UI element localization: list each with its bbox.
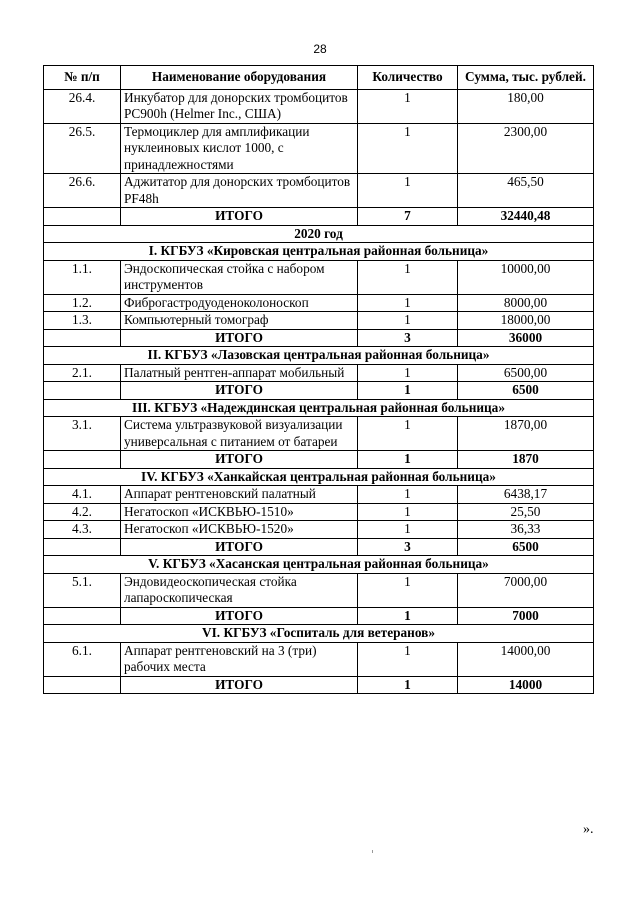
row-equipment-name: Аппарат рентгеновский палатный bbox=[121, 486, 358, 504]
section-title: IV. КГБУЗ «Ханкайская центральная районная больница» bbox=[44, 468, 594, 486]
row-equipment-name: Система ультразвуковой визуализации универсальная с питанием от батареи bbox=[121, 417, 358, 451]
row-number: 6.1. bbox=[44, 642, 121, 676]
scan-artifact bbox=[372, 850, 373, 853]
row-number: 1.2. bbox=[44, 294, 121, 312]
row-quantity: 1 bbox=[358, 294, 458, 312]
total-label: ИТОГО bbox=[121, 382, 358, 400]
table-row bbox=[44, 260, 594, 294]
section-heading-row bbox=[44, 347, 594, 365]
table-row bbox=[44, 89, 594, 123]
row-sum: 25,50 bbox=[458, 503, 594, 521]
row-equipment-name: Негатоскоп «ИСКВЬЮ-1520» bbox=[121, 521, 358, 539]
row-equipment-name: Фиброгастродуоденоколоноскоп bbox=[121, 294, 358, 312]
table-row bbox=[44, 174, 594, 208]
row-quantity: 1 bbox=[358, 123, 458, 174]
row-sum: 6438,17 bbox=[458, 486, 594, 504]
table-row bbox=[44, 123, 594, 174]
total-sum: 1870 bbox=[458, 451, 594, 469]
total-row bbox=[44, 538, 594, 556]
table-row bbox=[44, 294, 594, 312]
row-equipment-name: Инкубатор для донорских тромбоцитов PC900h (Helmer Inc., США) bbox=[121, 89, 358, 123]
total-row bbox=[44, 607, 594, 625]
total-row bbox=[44, 208, 594, 226]
section-title: VI. КГБУЗ «Госпиталь для ветеранов» bbox=[44, 625, 594, 643]
row-equipment-name: Термоциклер для амплификации нуклеиновых кислот 1000, с принадлежностями bbox=[121, 123, 358, 174]
header-sum: Сумма, тыс. рублей. bbox=[458, 66, 594, 90]
row-sum: 6500,00 bbox=[458, 364, 594, 382]
row-equipment-name: Компьютерный томограф bbox=[121, 312, 358, 330]
closing-quote: ». bbox=[583, 822, 594, 837]
row-sum: 14000,00 bbox=[458, 642, 594, 676]
row-quantity: 1 bbox=[358, 486, 458, 504]
row-number: 4.2. bbox=[44, 503, 121, 521]
row-sum: 10000,00 bbox=[458, 260, 594, 294]
row-quantity: 1 bbox=[358, 174, 458, 208]
total-quantity: 1 bbox=[358, 451, 458, 469]
section-title: V. КГБУЗ «Хасанская центральная районная больница» bbox=[44, 556, 594, 574]
section-title: III. КГБУЗ «Надеждинская центральная районная больница» bbox=[44, 399, 594, 417]
total-label: ИТОГО bbox=[121, 208, 358, 226]
row-number: 26.5. bbox=[44, 123, 121, 174]
header-quantity: Количество bbox=[358, 66, 458, 90]
row-quantity: 1 bbox=[358, 642, 458, 676]
total-row bbox=[44, 451, 594, 469]
row-number: 1.1. bbox=[44, 260, 121, 294]
row-number: 4.3. bbox=[44, 521, 121, 539]
row-sum: 8000,00 bbox=[458, 294, 594, 312]
row-equipment-name: Палатный рентген-аппарат мобильный bbox=[121, 364, 358, 382]
row-quantity: 1 bbox=[358, 503, 458, 521]
table-row bbox=[44, 573, 594, 607]
total-sum: 14000 bbox=[458, 676, 594, 694]
equipment-table bbox=[43, 65, 594, 694]
table-row bbox=[44, 486, 594, 504]
total-sum: 6500 bbox=[458, 382, 594, 400]
row-quantity: 1 bbox=[358, 89, 458, 123]
total-empty-cell bbox=[44, 329, 121, 347]
row-number: 1.3. bbox=[44, 312, 121, 330]
total-quantity: 1 bbox=[358, 607, 458, 625]
total-label: ИТОГО bbox=[121, 607, 358, 625]
total-sum: 6500 bbox=[458, 538, 594, 556]
header-equipment-name: Наименование оборудования bbox=[121, 66, 358, 90]
total-row bbox=[44, 329, 594, 347]
total-empty-cell bbox=[44, 382, 121, 400]
total-empty-cell bbox=[44, 676, 121, 694]
section-title: II. КГБУЗ «Лазовская центральная районная больница» bbox=[44, 347, 594, 365]
year-row bbox=[44, 225, 594, 243]
row-quantity: 1 bbox=[358, 573, 458, 607]
row-number: 4.1. bbox=[44, 486, 121, 504]
row-equipment-name: Эндоскопическая стойка с набором инструментов bbox=[121, 260, 358, 294]
total-quantity: 3 bbox=[358, 329, 458, 347]
row-number: 26.4. bbox=[44, 89, 121, 123]
table-row bbox=[44, 503, 594, 521]
year-heading: 2020 год bbox=[44, 225, 594, 243]
total-sum: 32440,48 bbox=[458, 208, 594, 226]
row-equipment-name: Негатоскоп «ИСКВЬЮ-1510» bbox=[121, 503, 358, 521]
total-sum: 7000 bbox=[458, 607, 594, 625]
row-quantity: 1 bbox=[358, 364, 458, 382]
total-empty-cell bbox=[44, 451, 121, 469]
total-row bbox=[44, 676, 594, 694]
total-quantity: 1 bbox=[358, 676, 458, 694]
row-sum: 18000,00 bbox=[458, 312, 594, 330]
row-quantity: 1 bbox=[358, 312, 458, 330]
table-row bbox=[44, 521, 594, 539]
section-heading-row bbox=[44, 556, 594, 574]
table-row bbox=[44, 312, 594, 330]
table-row bbox=[44, 642, 594, 676]
page-number: 28 bbox=[313, 42, 327, 56]
section-heading-row bbox=[44, 243, 594, 261]
total-label: ИТОГО bbox=[121, 676, 358, 694]
row-sum: 2300,00 bbox=[458, 123, 594, 174]
row-sum: 465,50 bbox=[458, 174, 594, 208]
row-number: 5.1. bbox=[44, 573, 121, 607]
row-number: 3.1. bbox=[44, 417, 121, 451]
total-quantity: 7 bbox=[358, 208, 458, 226]
row-equipment-name: Эндовидеоскопическая стойка лапароскопическая bbox=[121, 573, 358, 607]
row-sum: 36,33 bbox=[458, 521, 594, 539]
table-header-row bbox=[44, 66, 594, 90]
table-row bbox=[44, 417, 594, 451]
row-sum: 7000,00 bbox=[458, 573, 594, 607]
sections-body bbox=[44, 243, 594, 694]
row-quantity: 1 bbox=[358, 260, 458, 294]
section-title: I. КГБУЗ «Кировская центральная районная больница» bbox=[44, 243, 594, 261]
header-number: № п/п bbox=[44, 66, 121, 90]
total-empty-cell bbox=[44, 538, 121, 556]
total-empty-cell bbox=[44, 208, 121, 226]
section-heading-row bbox=[44, 625, 594, 643]
section-heading-row bbox=[44, 399, 594, 417]
total-empty-cell bbox=[44, 607, 121, 625]
total-label: ИТОГО bbox=[121, 329, 358, 347]
total-quantity: 3 bbox=[358, 538, 458, 556]
row-quantity: 1 bbox=[358, 521, 458, 539]
row-quantity: 1 bbox=[358, 417, 458, 451]
row-number: 26.6. bbox=[44, 174, 121, 208]
row-sum: 180,00 bbox=[458, 89, 594, 123]
table-row bbox=[44, 364, 594, 382]
total-label: ИТОГО bbox=[121, 538, 358, 556]
row-number: 2.1. bbox=[44, 364, 121, 382]
total-label: ИТОГО bbox=[121, 451, 358, 469]
section-heading-row bbox=[44, 468, 594, 486]
total-sum: 36000 bbox=[458, 329, 594, 347]
total-row bbox=[44, 382, 594, 400]
row-equipment-name: Аппарат рентгеновский на 3 (три) рабочих места bbox=[121, 642, 358, 676]
row-sum: 1870,00 bbox=[458, 417, 594, 451]
total-quantity: 1 bbox=[358, 382, 458, 400]
row-equipment-name: Аджитатор для донорских тромбоцитов PF48h bbox=[121, 174, 358, 208]
